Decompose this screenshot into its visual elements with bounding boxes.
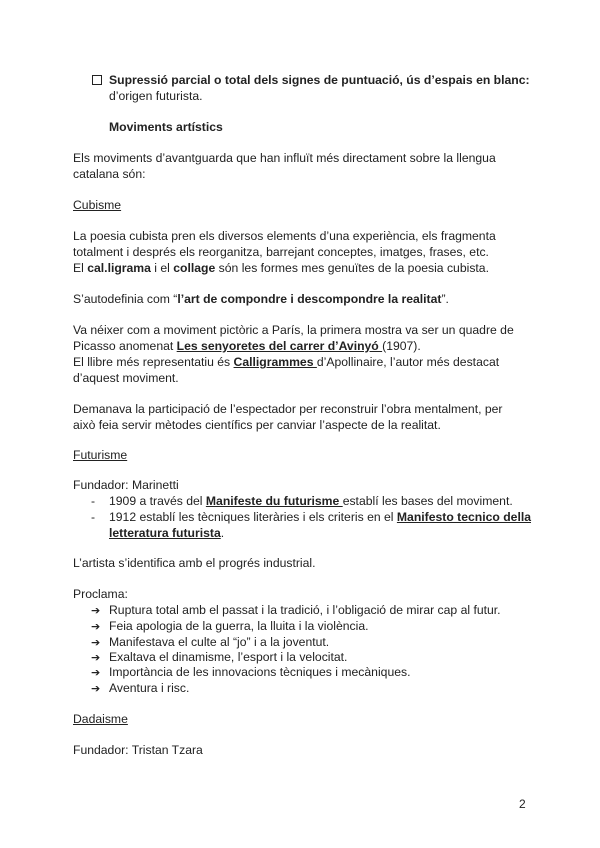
arrow-icon: ➔ <box>91 682 101 695</box>
futurisme-item-2-cont <box>109 526 224 542</box>
proclama-item: Exaltava el dinamisme, l’esport i la velocitat. <box>109 650 348 664</box>
proclama-item: Ruptura total amb el passat i la tradició, i l’obligació de mirar cap al futur. <box>109 603 501 617</box>
arrow-icon: ➔ <box>91 636 101 649</box>
arrow-icon: ➔ <box>91 620 101 633</box>
section-heading-dadaisme: Dadaisme <box>73 712 128 726</box>
proclama-item: Manifestava el culte al “jo” i a la joventut. <box>109 635 330 649</box>
cubisme-p4-line-1: Demanava la participació de l’espectador per reconstruir l’obra mentalment, per <box>73 402 503 416</box>
futurisme-proclama: Proclama: <box>73 587 128 601</box>
text-span: ”. <box>441 292 449 306</box>
cubisme-p4-line-2: això feia servir mètodes científics per canviar l’aspecte de la realitat. <box>73 418 441 432</box>
futurisme-artist: L’artista s’identifica amb el progrés industrial. <box>73 556 316 570</box>
arrow-icon: ➔ <box>91 604 101 617</box>
arrow-icon: ➔ <box>91 651 101 664</box>
section-heading-cubisme: Cubisme <box>73 198 122 212</box>
cubisme-p3-line-2 <box>73 339 421 355</box>
text-span: d’Apollinaire, l’autor més destacat <box>316 355 500 369</box>
link-senyoretes[interactable]: Les senyoretes del carrer d’Avinyó <box>176 339 383 353</box>
futurisme-item-2 <box>109 510 531 526</box>
link-manifesto-tecnico[interactable]: Manifesto tecnico della <box>396 510 531 524</box>
text-span: El llibre més representatiu és <box>73 355 234 369</box>
section-heading-futurisme: Futurisme <box>73 448 128 462</box>
text-span: S’autodefinia com “ <box>73 292 178 306</box>
text-span: El <box>73 261 88 275</box>
dadaisme-founder: Fundador: Tristan Tzara <box>73 743 203 757</box>
futurisme-founder: Fundador: Marinetti <box>73 478 179 492</box>
link-letteratura-futurista[interactable]: letteratura futurista <box>109 526 221 540</box>
text-span: 1909 a través del <box>109 494 206 508</box>
proclama-item: Feia apologia de la guerra, la lluita i la violència. <box>109 619 369 633</box>
cubisme-p3-line-1: Va néixer com a moviment pictòric a París, la primera mostra va ser un quadre de <box>73 323 514 337</box>
page-number: 2 <box>519 797 526 811</box>
text-span: Picasso anomenat <box>73 339 177 353</box>
term-collage: collage <box>173 261 216 275</box>
dash-bullet: - <box>91 494 96 508</box>
cubisme-p1-line-2: totalment i després els reorganitza, barrejant conceptes, imatges, frases, etc. <box>73 245 489 259</box>
cubisme-p2 <box>73 292 449 308</box>
text-span: . <box>220 526 225 540</box>
bullet-continuation: d’origen futurista. <box>109 89 203 103</box>
cubisme-p1-line-3 <box>73 261 489 277</box>
futurisme-item-1 <box>109 494 513 510</box>
cubisme-p3-line-3 <box>73 355 499 371</box>
heading-moviments: Moviments artístics <box>109 120 223 134</box>
text-span: són les formes mes genuïtes de la poesia cubista. <box>215 261 489 275</box>
text-span: (1907). <box>382 339 421 353</box>
link-calligrammes[interactable]: Calligrammes <box>233 355 317 369</box>
proclama-item: Aventura i risc. <box>109 681 190 695</box>
quote-bold: l’art de compondre i descompondre la realitat <box>177 292 442 306</box>
term-calligrama: cal.ligrama <box>87 261 151 275</box>
link-manifeste[interactable]: Manifeste du futurisme <box>205 494 343 508</box>
bullet-bold-text: Supressió parcial o total dels signes de puntuació, ús d’espais en blanc: <box>109 73 530 87</box>
arrow-icon: ➔ <box>91 666 101 679</box>
dash-bullet: - <box>91 510 96 524</box>
intro-line-2: catalana són: <box>73 167 146 181</box>
text-span: establí les bases del moviment. <box>342 494 513 508</box>
cubisme-p1-line-1: La poesia cubista pren els diversos elements d’una experiència, els fragmenta <box>73 229 496 243</box>
text-span: i el <box>150 261 174 275</box>
cubisme-p3-line-4: d’aquest moviment. <box>73 371 179 385</box>
checkbox-icon[interactable] <box>92 75 102 85</box>
intro-line-1: Els moviments d’avantguarda que han influït més directament sobre la llengua <box>73 151 496 165</box>
proclama-item: Importància de les innovacions tècniques i mecàniques. <box>109 665 411 679</box>
text-span: 1912 establí les tècniques literàries i els criteris en el <box>109 510 397 524</box>
